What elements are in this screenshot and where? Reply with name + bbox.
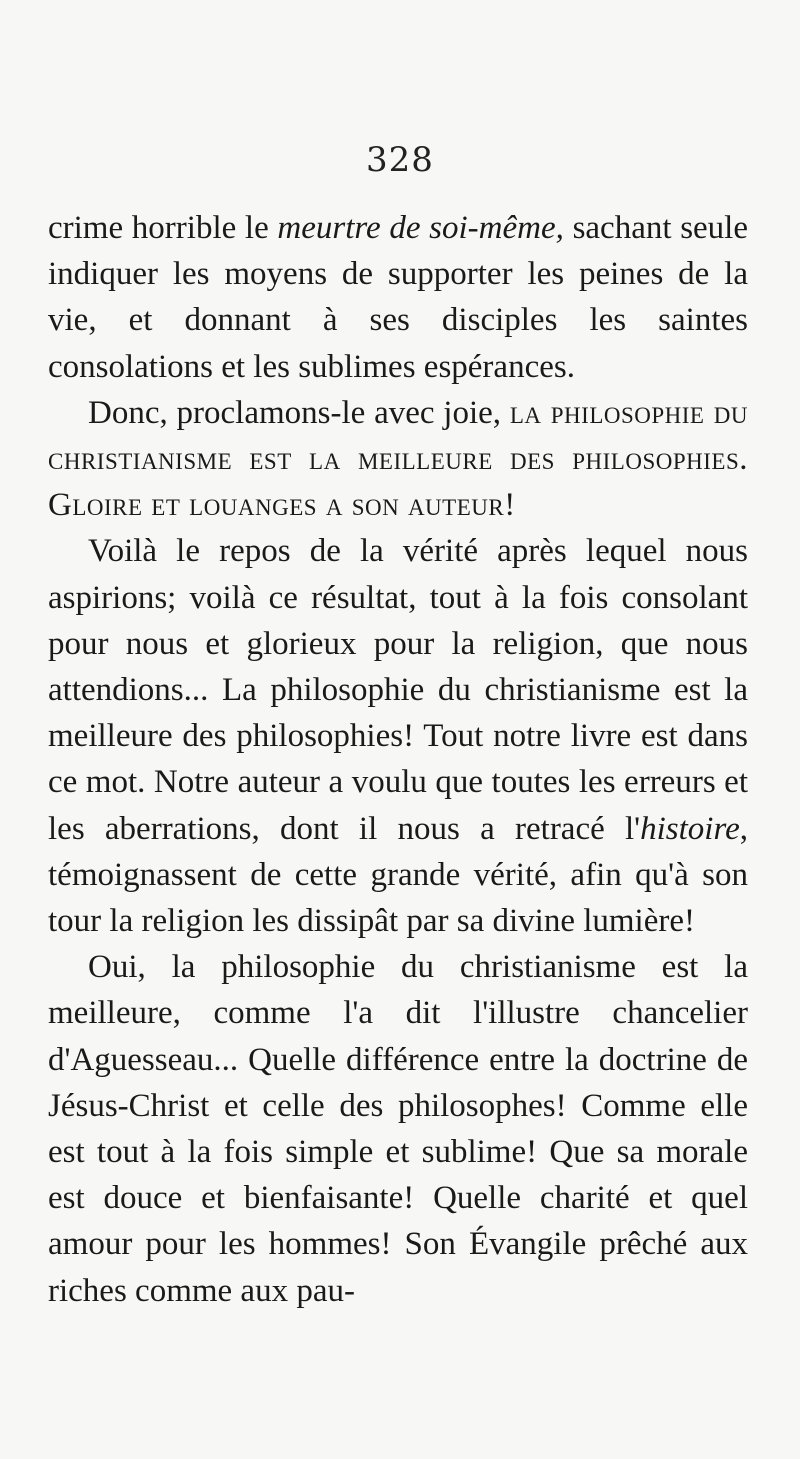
paragraph-3 xyxy=(48,528,748,944)
text-segment-italic: histoire xyxy=(640,810,740,847)
text-segment: Oui, la philosophie du christianisme est la meilleure, comme l'a dit l'illustre chancelier d'Aguesseau... Quelle différence entre la doctrine de Jésus-Christ et celle des philosophes! Comme elle est tout à la fois simple et sublime! Que sa morale est douce et bienfaisante! Quelle charité et quel amour pour les hommes! Son Évangile prêché aux riches comme aux pau- xyxy=(48,949,748,1309)
body-text xyxy=(48,205,748,1314)
text-segment: sachant seule indiquer les moyens de supporter les peines de la vie, et donnant à ses disciples les saintes consolations et les sublimes espérances. xyxy=(48,210,748,385)
page-number: 328 xyxy=(366,140,434,180)
paragraph-1 xyxy=(48,205,748,390)
text-segment-italic: meurtre de soi-même, xyxy=(277,210,564,246)
text-segment-smallcaps: la philosophie du christianisme est la meilleure des philosophies. Gloire et louanges a son auteur! xyxy=(48,394,748,524)
text-segment: Voilà le repos de la vérité après lequel nous aspirions; voilà ce résultat, tout à la fois consolant pour nous et glorieux pour la religion, que nous attendions... La philosophie du christianisme est la meilleure des philosophies! Tout notre livre est dans ce mot. Notre auteur a voulu que toutes les erreurs et les aberrations, dont il nous a retracé l' xyxy=(48,533,748,847)
paragraph-4 xyxy=(48,944,748,1314)
text-segment: , témoignassent de cette grande vérité, afin qu'à son tour la religion les dissipât par sa divine lumière! xyxy=(48,810,748,940)
text-segment: Donc, proclamons-le avec joie, xyxy=(88,394,510,431)
paragraph-2 xyxy=(48,390,748,529)
text-segment: crime horrible le xyxy=(48,210,278,246)
